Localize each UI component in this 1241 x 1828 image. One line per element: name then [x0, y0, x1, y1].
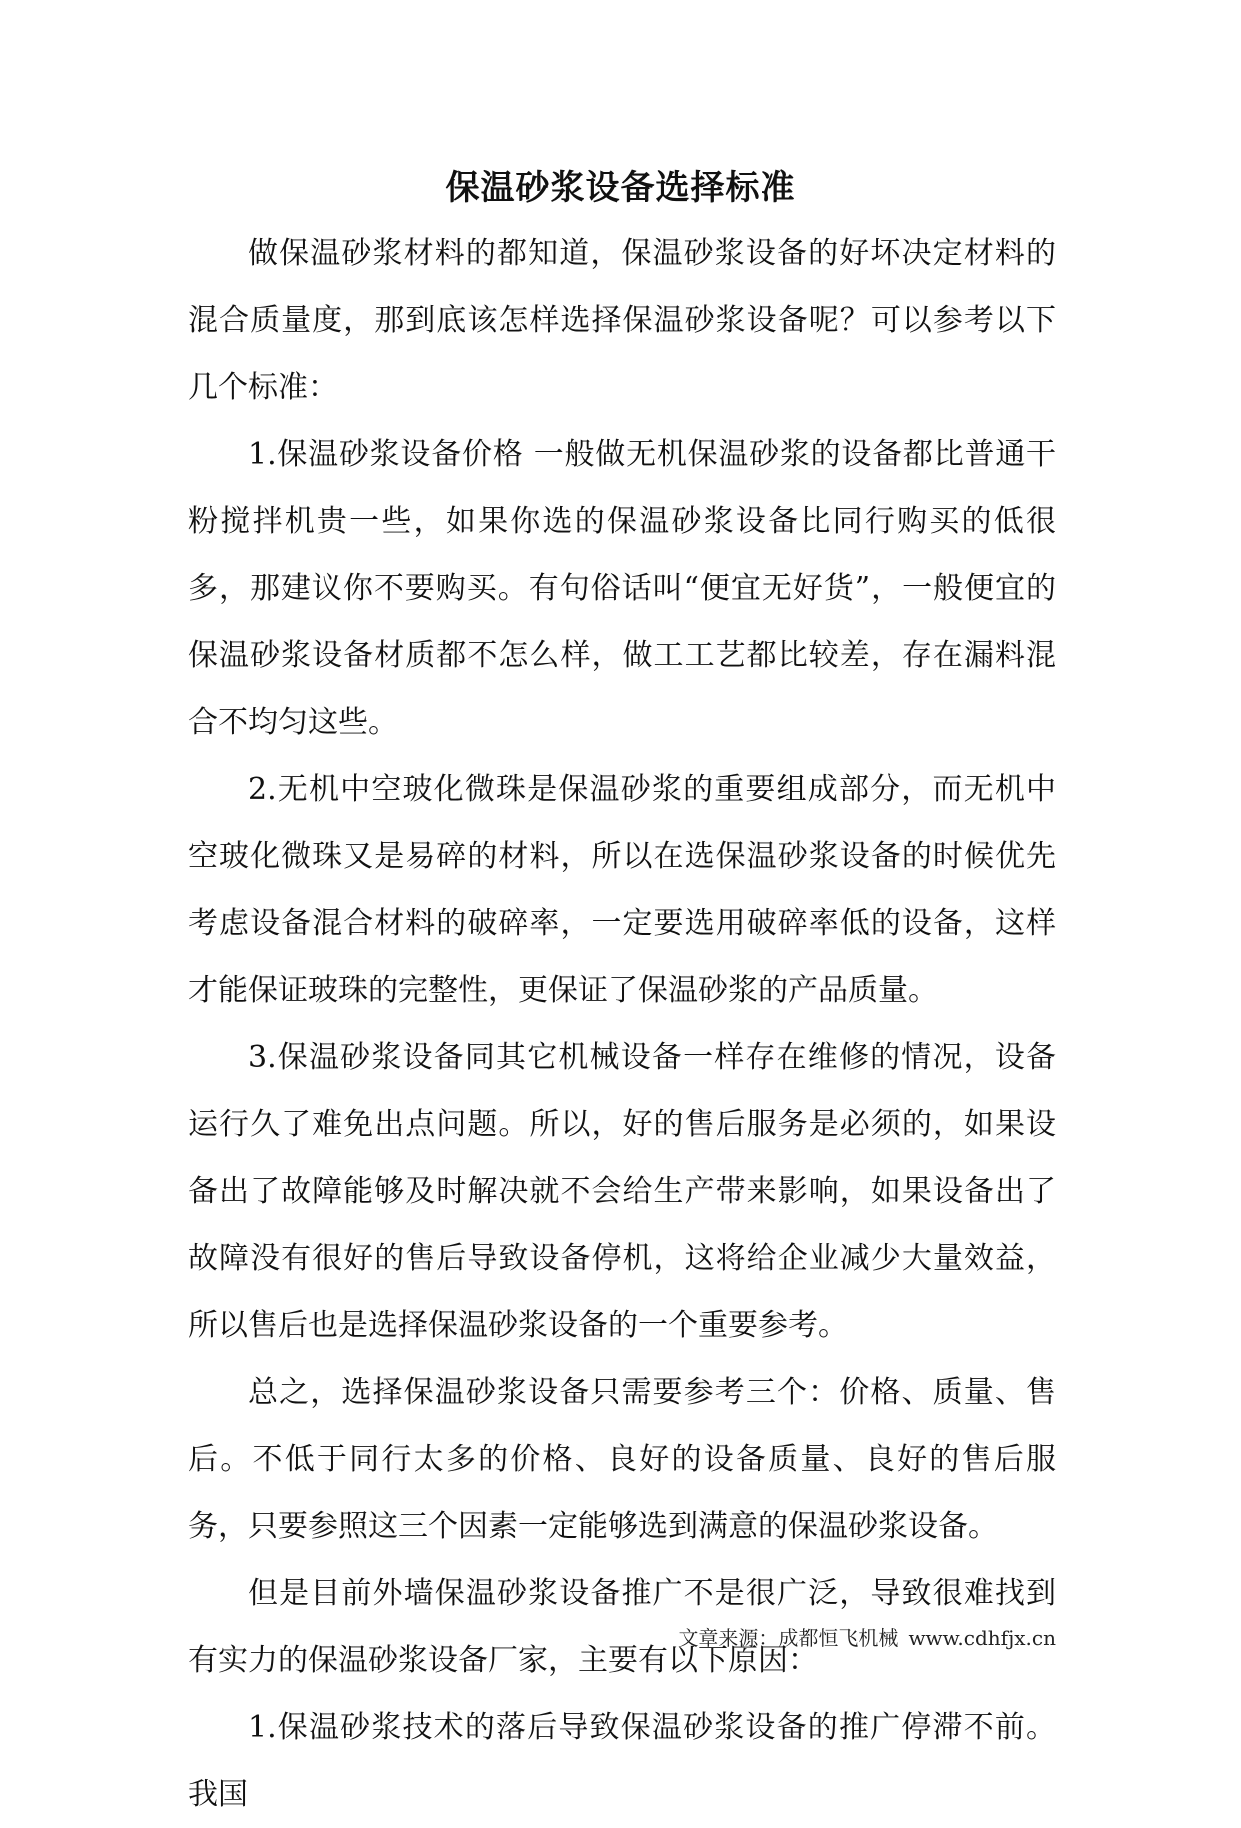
document-title: 保温砂浆设备选择标准	[445, 168, 796, 208]
paragraph-market: 但是目前外墙保温砂浆设备推广不是很广泛，导致很难找到有实力的保温砂浆设备厂家，主要有以下原因：	[188, 1576, 1056, 1678]
document-body	[188, 220, 1056, 1828]
paragraph-summary: 总之，选择保温砂浆设备只需要参考三个：价格、质量、售后。不低于同行太多的价格、良好的设备质量、良好的售后服务，只要参照这三个因素一定能够选到满意的保温砂浆设备。	[188, 1375, 1056, 1544]
footer-source-label: 文章来源：成都恒飞机械	[678, 1626, 899, 1650]
paragraph-reason-1: 1.保温砂浆技术的落后导致保温砂浆设备的推广停滞不前。我国	[188, 1710, 1056, 1812]
paragraph-intro: 做保温砂浆材料的都知道，保温砂浆设备的好坏决定材料的混合质量度，那到底该怎样选择保温砂浆设备呢？可以参考以下几个标准：	[188, 236, 1056, 405]
footer-url: www.cdhfjx.cn	[908, 1626, 1056, 1650]
paragraph-breakage-rate: 2.无机中空玻化微珠是保温砂浆的重要组成部分，而无机中空玻化微珠又是易碎的材料，所以在选保温砂浆设备的时候优先考虑设备混合材料的破碎率，一定要选用破碎率低的设备，这样才能保证玻珠的完整性，更保证了保温砂浆的产品质量。	[188, 772, 1056, 1008]
paragraph-price: 1.保温砂浆设备价格 一般做无机保温砂浆的设备都比普通干粉搅拌机贵一些，如果你选的保温砂浆设备比同行购买的低很多，那建议你不要购买。有句俗话叫“便宜无好货”，一般便宜的保温砂浆设备材质都不怎么样，做工工艺都比较差，存在漏料混合不均匀这些。	[188, 437, 1056, 740]
paragraph-after-sales: 3.保温砂浆设备同其它机械设备一样存在维修的情况，设备运行久了难免出点问题。所以，好的售后服务是必须的，如果设备出了故障能够及时解决就不会给生产带来影响，如果设备出了故障没有很好的售后导致设备停机，这将给企业减少大量效益，所以售后也是选择保温砂浆设备的一个重要参考。	[188, 1040, 1056, 1343]
page-footer	[678, 1622, 1056, 1651]
